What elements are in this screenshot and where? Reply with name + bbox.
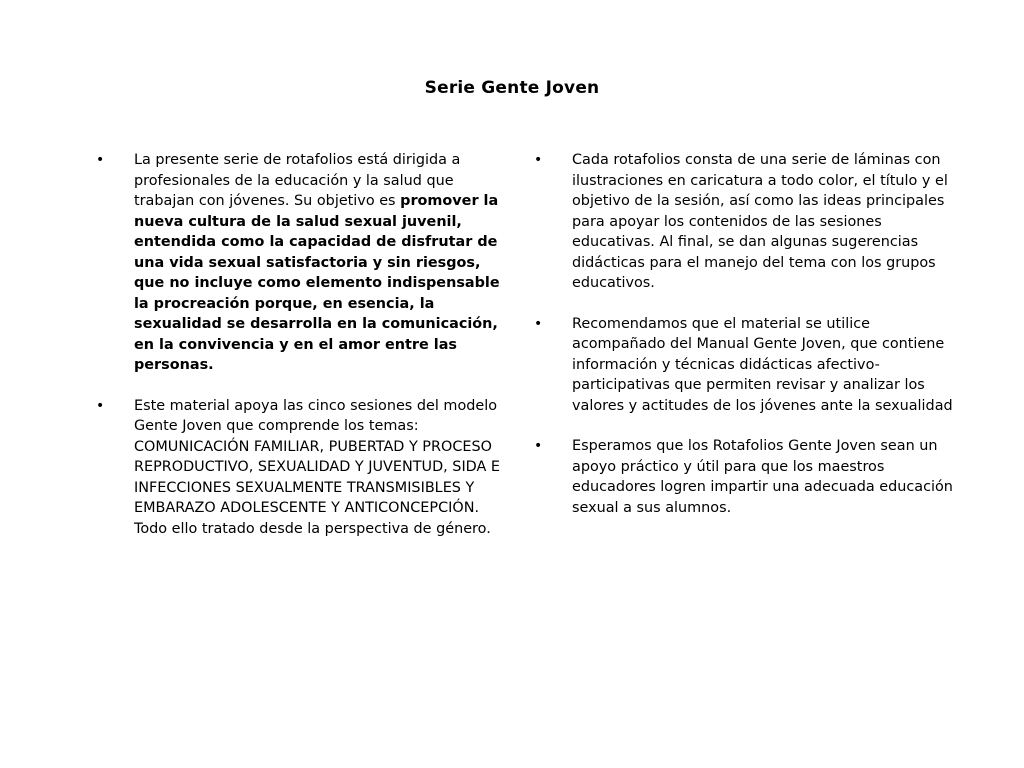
bullet-item-expectation [534, 436, 954, 518]
bullet-text: Esperamos que los Rotafolios Gente Joven sean un apoyo práctico y útil para que los maestros educadores logren impartir una adecuada educación sexual a sus alumnos. [572, 438, 953, 516]
bullet-icon: • [96, 397, 105, 414]
bullet-item-objective [96, 150, 508, 376]
bullet-text: Recomendamos que el material se utilice acompañado del Manual Gente Joven, que contiene información y técnicas didácticas afectivo-participativas que permiten revisar y analizar los valores y actitudes de los jóvenes ante la sexualidad [572, 315, 953, 414]
bullet-icon: • [534, 315, 543, 332]
bullet-text: La presente serie de rotafolios está dirigida a profesionales de la educación y la salud que trabajan con jóvenes. Su objetivo es [134, 152, 461, 209]
bullet-icon: • [534, 438, 543, 454]
bullet-icon: • [534, 152, 543, 168]
left-column [96, 150, 508, 559]
bullet-text: Cada rotafolios consta de una serie de láminas con ilustraciones en caricatura a todo color, el título y el objetivo de la sesión, así como las ideas principales para apoyar los contenidos de las sesiones educativas. Al final, se dan algunas sugerencias didácticas para el manejo del tema con los grupos educativos. [572, 152, 948, 291]
bullet-icon: • [96, 152, 105, 168]
bullet-text: Este material apoya las cinco sesiones del modelo Gente Joven que comprende los temas: COMUNICACIÓN FAMILIAR, PUBERTAD Y PROCESO REPRODUCTIVO, SEXUALIDAD Y JUVENTUD, SIDA E INFECCIONES SEXUALMENTE TRANSMISIBLES Y EMBARAZO ADOLESCENTE Y ANTICONCEPCIÓN. Todo ello tratado desde la perspectiva de género. [134, 397, 501, 537]
bullet-item-manual-recommendation [534, 314, 954, 417]
bullet-item-flipchart-content [534, 150, 954, 294]
bullet-item-sessions [96, 396, 508, 540]
right-column [534, 150, 954, 538]
bullet-text-bold: promover la nueva cultura de la salud sexual juvenil, entendida como la capacidad de disfrutar de una vida sexual satisfactoria y sin riesgos, que no incluye como elemento indispensable la procreación porque, en esencia, la sexualidad se desarrolla en la comunicación, en la convivencia y en el amor entre las personas. [134, 193, 500, 373]
page-title: Serie Gente Joven [424, 78, 600, 98]
